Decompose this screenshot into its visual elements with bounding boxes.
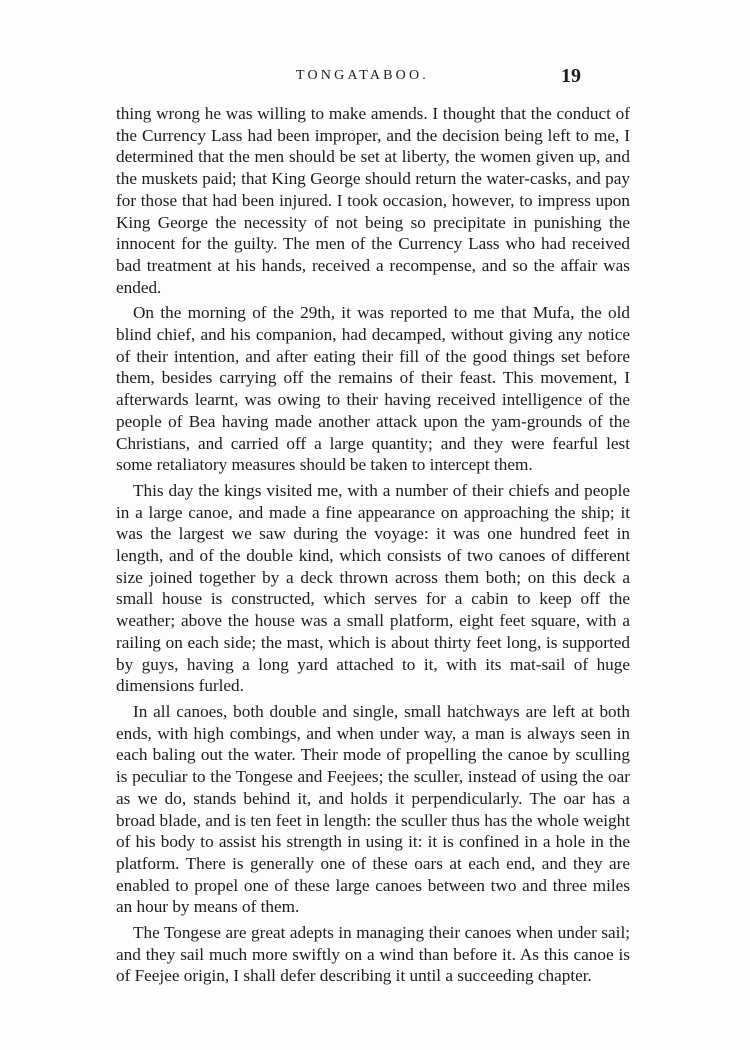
running-title: TONGATABOO. (296, 68, 429, 83)
paragraph-continued: thing wrong he was willing to make amends. I thought that the conduct of the Currency Lass had been improper, and the decision being left to me, I determined that the men should be set at liberty, the women given up, and the muskets paid; that King George should return the water-casks, and pay for those that had been injured. I took occasion, however, to impress upon King George the necessity of not being so precipitate in punishing the innocent for the guilty. The men of the Currency Lass who had received bad treatment at his hands, received a recompense, and so the affair was ended. (116, 104, 630, 297)
paragraph-mufa-decamped: On the morning of the 29th, it was reported to me that Mufa, the old blind chief, and his companion, had decamped, without giving any notice of their intention, and after eating their fill of the good things set before them, besides carrying off the remains of their feast. This movement, I afterwards learnt, was owing to their having received intelligence of the people of Bea having made another attack upon the yam-grounds of the Christians, and carried off a large quantity; and they were fearful lest some retaliatory measures should be taken to intercept them. (116, 303, 630, 475)
paragraph-kings-visit: This day the kings visited me, with a number of their chiefs and people in a large canoe, and made a fine appearance on approaching the ship; it was the largest we saw during the voyage: it was one hundred feet in length, and of the double kind, which consists of two canoes of different size joined together by a deck thrown across them both; on this deck a small house is constructed, which serves for a cabin to keep off the weather; above the house was a small platform, eight feet square, with a railing on each side; the mast, which is about thirty feet long, is supported by guys, having a long yard attached to it, with its mat-sail of huge dimensions furled. (116, 480, 630, 696)
paragraph-canoe-sculling: In all canoes, both double and single, small hatchways are left at both ends, with high combings, and when under way, a man is always seen in each baling out the water. Their mode of propelling the canoe by sculling is peculiar to the Tongese and Feejees; the sculler, instead of using the oar as we do, stands behind it, and holds it perpendicularly. The oar has a broad blade, and is ten feet in length: the sculler thus has the whole weight of his body to assist his strength in using it: it is confined in a hole in the platform. There is generally one of these oars at each end, and they are enabled to propel one of these large canoes between two and three miles an hour by means of them. (116, 701, 630, 917)
paragraph-tongese-sailing: The Tongese are great adepts in managing their canoes when under sail; and they sail much more swiftly on a wind than before it. As this canoe is of Feejee origin, I shall defer describing it until a succeeding chapter. (116, 923, 630, 986)
body-text (116, 103, 630, 991)
page-number: 19 (561, 65, 581, 87)
running-head (0, 65, 750, 90)
